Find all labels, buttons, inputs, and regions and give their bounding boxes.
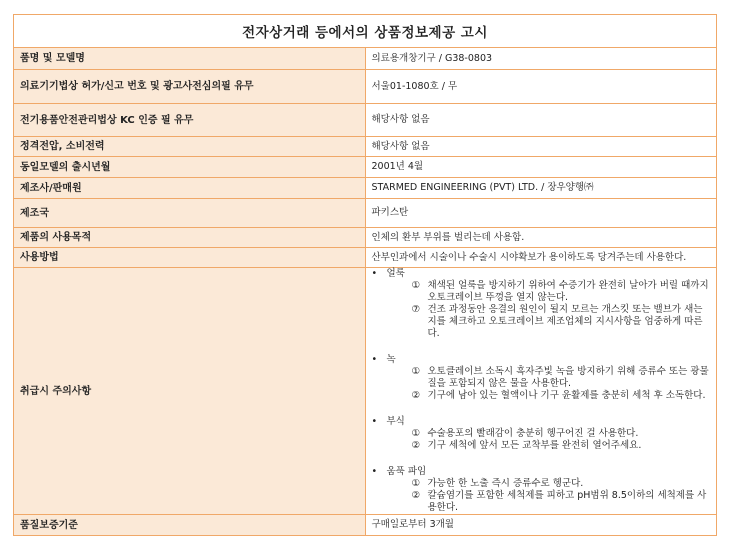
item-text: 수술용포의 빨래감이 충분히 헹구어진 걸 사용한다. [427, 428, 639, 439]
list-item [372, 478, 711, 490]
bullet-icon: • [371, 466, 378, 477]
table-row [14, 268, 717, 515]
row-value-usage: 산부인과에서 시술이나 수술시 시야확보가 용이하도록 당겨주는데 사용한다. [365, 248, 717, 268]
item-number: ① [411, 428, 421, 439]
list-item [372, 428, 711, 440]
care-heading [372, 268, 711, 280]
row-value-voltage: 해당사항 없음 [365, 137, 717, 157]
table-row [14, 48, 717, 70]
list-item [372, 304, 711, 340]
care-section-title: 녹 [386, 354, 396, 365]
item-text: 칼슘염기를 포함한 세척제를 피하고 pH범위 8.5이하의 세척제를 사용한다. [427, 490, 707, 513]
item-number: ① [411, 478, 421, 489]
table-row [14, 248, 717, 268]
item-text: 기구에 남아 있는 혈액이나 기구 윤활제를 충분히 세척 후 소독한다. [427, 390, 706, 401]
row-value-manufacturer: STARMED ENGINEERING (PVT) LTD. / 장우양행㈜ [365, 178, 717, 199]
notice-title: 전자상거래 등에서의 상품정보제공 고시 [14, 15, 717, 48]
care-section-title: 얼룩 [386, 268, 405, 279]
row-value-release: 2001년 4월 [365, 157, 717, 178]
title-row [14, 15, 717, 48]
row-label-manufacturer: 제조사/판매원 [14, 178, 366, 199]
row-label-product-name: 품명 및 모델명 [14, 48, 366, 70]
care-section-rust [372, 354, 711, 402]
row-label-care: 취급시 주의사항 [14, 268, 366, 515]
row-label-voltage: 정격전압, 소비전력 [14, 137, 366, 157]
row-label-release: 동일모델의 출시년월 [14, 157, 366, 178]
table-row [14, 228, 717, 248]
bullet-icon: • [371, 416, 378, 427]
table-row [14, 137, 717, 157]
row-label-permit: 의료기기법상 허가/신고 번호 및 광고사전심의필 유무 [14, 70, 366, 104]
care-section-stain [372, 268, 711, 340]
row-value-warranty: 구매일로부터 3개월 [365, 515, 717, 536]
bullet-icon: • [371, 354, 378, 365]
care-section-corrosion [372, 416, 711, 452]
list-item [372, 490, 711, 514]
list-item [372, 390, 711, 402]
care-heading [372, 354, 711, 366]
table-row [14, 70, 717, 104]
row-label-country: 제조국 [14, 199, 366, 228]
item-text: 기구 세척에 앞서 모든 교착부를 완전히 열어주세요. [427, 440, 642, 451]
bullet-icon: • [371, 268, 378, 279]
row-label-usage: 사용방법 [14, 248, 366, 268]
item-text: 오토클레이브 소독시 흑자주빛 녹을 방지하기 위해 증류수 또는 광물질을 포함되지 않은 물을 사용한다. [427, 366, 709, 389]
list-item [372, 280, 711, 304]
list-item [372, 440, 711, 452]
row-value-purpose: 인체의 환부 부위를 벌리는데 사용함. [365, 228, 717, 248]
row-value-kc: 해당사항 없음 [365, 104, 717, 137]
item-text: 채색된 얼룩을 방지하기 위하여 수증기가 완전히 날아가 버릴 때까지 오토크레이브 뚜껑을 열지 않는다. [427, 280, 709, 303]
care-instructions [365, 268, 717, 515]
table-row [14, 178, 717, 199]
care-heading [372, 416, 711, 428]
care-section-pitting [372, 466, 711, 514]
table-row [14, 199, 717, 228]
item-number: ② [411, 440, 421, 451]
care-section-title: 움푹 파임 [386, 466, 427, 477]
item-number: ① [411, 280, 421, 291]
row-label-kc: 전기용품안전관리법상 KC 인증 필 유무 [14, 104, 366, 137]
table-row [14, 104, 717, 137]
row-value-product-name: 의료용개창기구 / G38-0803 [365, 48, 717, 70]
list-item [372, 366, 711, 390]
care-section-title: 부식 [386, 416, 405, 427]
table-row [14, 157, 717, 178]
table-row [14, 515, 717, 536]
row-label-purpose: 제품의 사용목적 [14, 228, 366, 248]
item-text: 가능한 한 노출 즉시 증류수로 헹군다. [427, 478, 584, 489]
item-number: ① [411, 366, 421, 377]
row-value-permit: 서울01-1080호 / 무 [365, 70, 717, 104]
row-value-country: 파키스탄 [365, 199, 717, 228]
care-heading [372, 466, 711, 478]
item-text: 건조 과정동안 응결의 원인이 될지 모르는 개스킷 또는 밸브가 새는지를 체크하고 오토크레이브 제조업체의 지시사항을 엄중하게 따른다. [427, 304, 703, 339]
item-number: ② [411, 390, 421, 401]
product-info-table [13, 14, 717, 536]
item-number: ⑦ [411, 304, 421, 315]
item-number: ② [411, 490, 421, 501]
row-label-warranty: 품질보증기준 [14, 515, 366, 536]
